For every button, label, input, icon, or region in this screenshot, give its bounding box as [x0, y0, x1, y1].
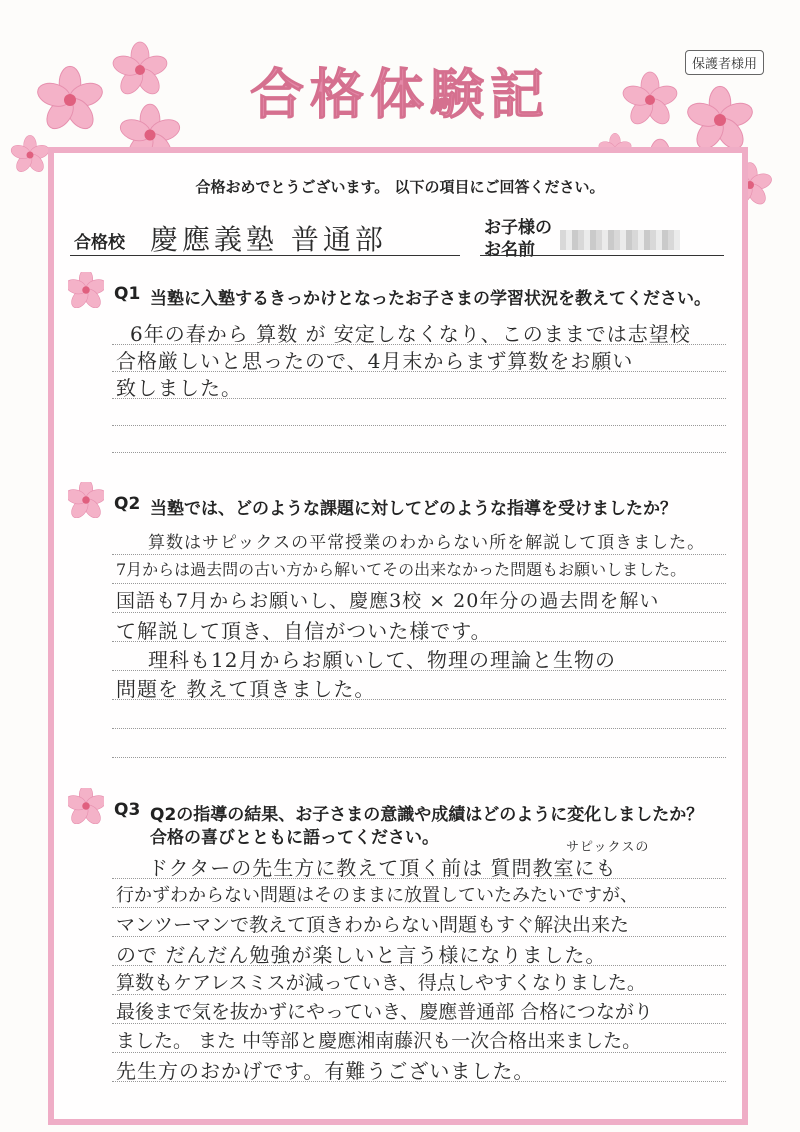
q3-answer-line: ドクターの先生方に教えて頂く前は 質問教室にも	[148, 856, 617, 880]
answer-line	[112, 425, 726, 426]
answer-line	[112, 907, 726, 908]
blossom-icon	[68, 788, 104, 824]
school-underline	[70, 255, 460, 256]
blossom-icon	[68, 482, 104, 518]
q1-number: Q1	[114, 284, 141, 304]
answer-line	[112, 452, 726, 453]
q3-answer-line: 最後まで気を抜かずにやっていき、慶應普通部 合格につながり	[116, 1001, 653, 1023]
q3-answer-line: 算数もケアレスミスが減っていき、得点しやすくなりました。	[116, 972, 646, 994]
answer-line	[112, 757, 726, 758]
blossom-icon	[68, 272, 104, 308]
q1-answer-line: 致しました。	[116, 376, 242, 400]
q2-answer-line: 算数はサピックスの平常授業のわからない所を解説して頂きました。	[148, 533, 706, 553]
q3-question-line2: 合格の喜びとともに語ってください。	[150, 828, 439, 848]
q1-answer-line: 合格厳しいと思ったので、4月末からまず算数をお願い	[116, 349, 634, 373]
q2-number: Q2	[114, 494, 141, 514]
q3-number: Q3	[114, 800, 141, 820]
redacted-name	[560, 230, 680, 250]
q3-question-line1: Q2の指導の結果、お子さまの意識や成績はどのように変化しましたか？	[150, 805, 704, 825]
q3-answer-line: ので だんだん勉強が楽しいと言う様になりました。	[116, 943, 607, 967]
name-underline	[480, 255, 724, 256]
q1-question: 当塾に入塾するきっかけとなったお子さまの学習状況を教えてください。	[150, 289, 711, 309]
q3-answer-line: ました。 また 中等部と慶應湘南藤沢も一次合格出来ました。	[116, 1030, 642, 1052]
guardian-badge: 保護者様用	[685, 50, 764, 75]
intro-text: 合格おめでとうございます。 以下の項目にご回答ください。	[195, 178, 605, 196]
q2-answer-line: 理科も12月からお願いして、物理の理論と生物の	[148, 648, 617, 672]
answer-line	[112, 554, 726, 555]
q2-question: 当塾では、どのような課題に対してどのような指導を受けましたか？	[150, 499, 677, 519]
q1-answer-line: 6年の春から 算数 が 安定しなくなり、このままでは志望校	[130, 322, 691, 346]
child-name-label-2: お名前	[484, 240, 535, 260]
q2-answer-line: 国語も7月からお願いし、慶應3校 × 20年分の過去問を解い	[116, 590, 660, 612]
q2-answer-line: て解説して頂き、自信がついた様です。	[116, 619, 492, 643]
q3-annotation: サピックスの	[566, 840, 650, 855]
answer-line	[112, 583, 726, 584]
q3-answer-line: 行かずわからない問題はそのままに放置していたみたいですが、	[116, 885, 638, 906]
child-name-label-1: お子様の	[484, 218, 552, 238]
q2-answer-line: 7月からは過去問の古い方から解いてその出来なかった問題もお願いしました。	[116, 560, 687, 579]
q2-answer-line: 問題を 教えて頂きました。	[116, 677, 376, 701]
school-value: 慶應義塾 普通部	[150, 223, 387, 256]
school-label: 合格校	[74, 233, 125, 253]
q3-answer-line: 先生方のおかげです。有難うございました。	[116, 1059, 535, 1083]
q3-answer-line: マンツーマンで教えて頂きわからない問題もすぐ解決出来た	[116, 914, 630, 936]
page-title: 合格体験記	[250, 63, 550, 126]
answer-line	[112, 728, 726, 729]
